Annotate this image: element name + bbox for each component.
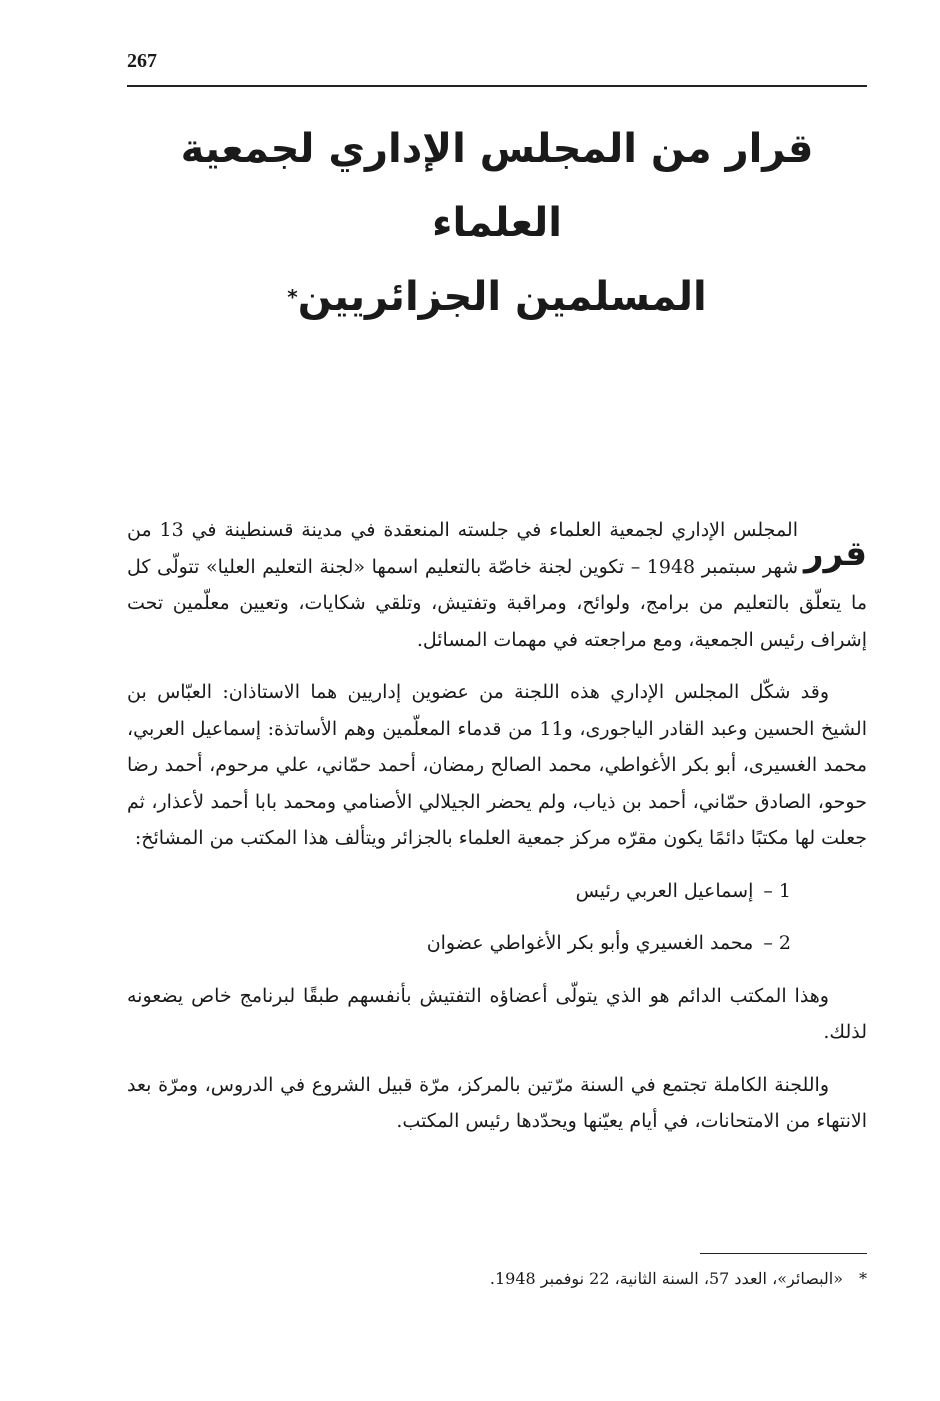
footnote (127, 1266, 867, 1292)
paragraph-4: واللجنة الكاملة تجتمع في السنة مرّتين بالمركز، مرّة قبيل الشروع في الدروس، ومرّة بعد الانتهاء من الامتحانات، في أيام يعيّنها ويحدّدها رئيس المكتب. (127, 1073, 867, 1132)
header-rule (127, 85, 867, 87)
list-item (127, 925, 867, 962)
title-line-2 (127, 260, 867, 334)
list-item-number: 1 – (763, 879, 791, 902)
title-line-1: قرار من المجلس الإداري لجمعية العلماء (180, 126, 814, 246)
title-footnote-mark: * (287, 285, 298, 309)
paragraph-3: وهذا المكتب الدائم هو الذي يتولّى أعضاؤه التفتيش بأنفسهم طبقًا لبرنامج خاص يضعونه لذلك. (127, 984, 867, 1043)
drop-word: قرر (804, 534, 867, 574)
footnote-rule (700, 1253, 867, 1254)
list-item (127, 873, 867, 910)
footnote-text: «البصائر»، العدد 57، السنة الثانية، 22 نوفمبر 1948. (489, 1269, 843, 1288)
title-line-2-text: المسلمين الجزائريين (297, 274, 707, 320)
paragraph-2: وقد شكّل المجلس الإداري هذه اللجنة من عضوين إداريين هما الاستاذان: العبّاس بن الشيخ الحسين وعبد القادر الياجورى، و11 من قدماء المعلّمين وهم الأساتذة: إسماعيل العربي، محمد الغسيرى، أبو بكر الأغواطي، محمد الصالح رمضان، أحمد حمّاني، علي مرحوم، أحمد رضا حوحو، الصادق حمّاني، أحمد بن ذياب، ولم يحضر الجيلالي الأصنامي ومحمد بابا أحمد لأعذار، ثم جعلت لها مكتبًا دائمًا يكون مقرّه مركز جمعية العلماء بالجزائر ويتألف هذا المكتب من المشائخ: (127, 681, 867, 849)
footnote-mark: * (859, 1269, 867, 1288)
list-item-text: إسماعيل العربي رئيس (575, 879, 754, 902)
page-number: 267 (127, 50, 157, 72)
article-body (127, 512, 867, 1156)
list-item-number: 2 – (763, 932, 791, 954)
list-item-text: محمد الغسيري وأبو بكر الأغواطي عضوان (426, 932, 754, 954)
paragraph-1 (127, 512, 867, 658)
page-title (127, 112, 867, 334)
paragraph-1-text: المجلس الإداري لجمعية العلماء في جلسته المنعقدة في مدينة قسنطينة في 13 من شهر سبتمبر 1948 – تكوين لجنة خاصّة بالتعليم اسمها «لجنة التعليم العليا» تتولّى كل ما يتعلّق بالتعليم من برامج، ولوائح، ومراقبة وتفتيش، وتلقي شكايات، وتعيين معلّمين تحت إشراف رئيس الجمعية، ومع مراجعته في مهمات المسائل. (127, 519, 867, 651)
